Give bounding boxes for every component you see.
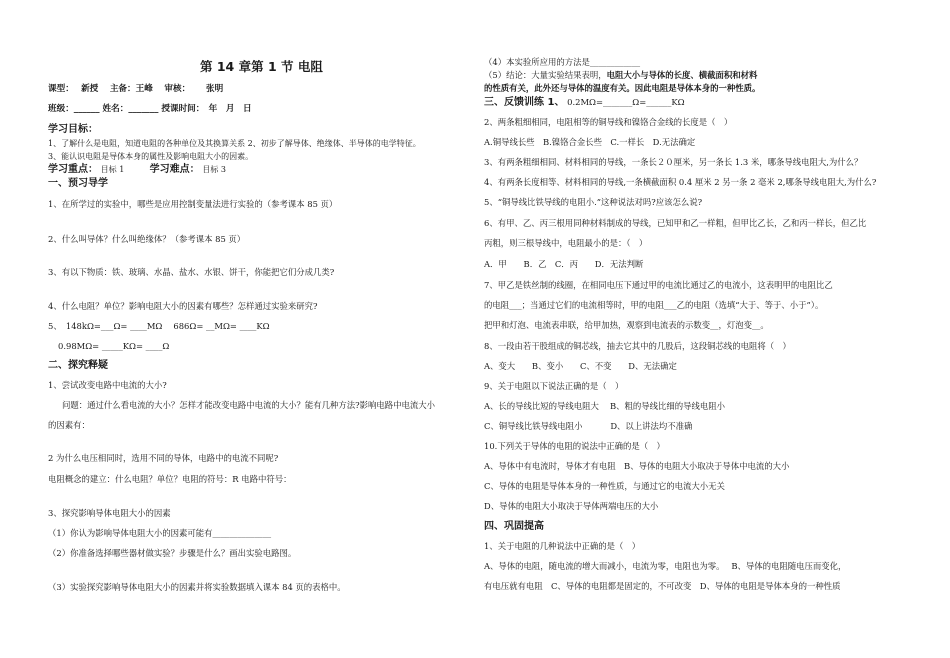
- feedback-q10-option-d: D、导体的电阻大小取决于导体两端电压的大小: [484, 501, 659, 511]
- conclusion-line-1: [484, 70, 757, 81]
- feedback-row: [484, 97, 685, 110]
- explore-p2: 2 为什么电压相同时，选用不同的导体，电路中的电流不同呢?: [48, 453, 279, 463]
- explore-p1: 1、尝试改变电路中电流的大小?: [48, 380, 167, 390]
- feedback-q6b: 丙粗，则三根导线中，电阻最小的是：（ ）: [484, 238, 648, 248]
- feedback-q3: 3、有两条粗细相同、材料相同的导线，一条长２０厘米，另一条长 1.3 米，哪条导线电阻大,为什么？: [484, 157, 863, 167]
- feedback-q9-options-cd: C、铜导线比铁导线电阻小 D、以上讲法均不准确: [484, 421, 693, 431]
- preview-q4: 4、什么电阻？单位？影响电阻大小的因素有哪些？怎样通过实验来研究?: [48, 301, 318, 311]
- preview-q2: 2、什么叫导体？什么叫绝缘体？（参考课本 85 页）: [48, 234, 246, 244]
- feedback-q8-options: A、变大 B、变小 C、不变 D、无法确定: [484, 361, 677, 371]
- feedback-q4: 4、有两条长度相等、材料相同的导线,一条横截面积 0.4 厘米 2 另一条 2 毫米 2,哪条导线电阻大,为什么?: [484, 177, 877, 187]
- student-info: 班级：______ 姓名：_______ 授课时间： 年 月 日: [48, 104, 252, 114]
- feedback-q2: 2、两条粗细相同，电阻相等的铜导线和镍铬合金线的长度是（ ）: [484, 117, 733, 127]
- feedback-q2-options: A.铜导线长些 B.镍铬合金长些 C.一样长 D.无法确定: [484, 137, 696, 147]
- goal-line-1: 1、了解什么是电阻，知道电阻的各种单位及其换算关系 2、初步了解导体、绝缘体、半导体的电学特征。: [48, 139, 421, 148]
- consolidate-q1-line-1: A、导体的电阻，随电流的增大而减小，电流为零，电阻也为零。 B、导体的电阻随电压而变化，: [484, 561, 847, 571]
- key-text: 目标 1: [100, 165, 125, 174]
- explore-p1b: 的因素有：: [48, 420, 90, 430]
- feedback-q7a: 7、甲乙是铁丝制的线圈，在相同电压下通过甲的电流比通过乙的电流小，这表明甲的电阻比乙: [484, 280, 833, 290]
- conclusion-intro: （5）结论：大量实验结果表明，: [484, 70, 607, 80]
- feedback-q10: 10.下列关于导体的电阻的说法中正确的是（ ）: [484, 441, 665, 451]
- explore-p2a: 电阻概念的建立：什么电阻？单位？电阻的符号：R 电路中符号：: [48, 474, 292, 484]
- feedback-q7b: 的电阻___；当通过它们的电流相等时，甲的电阻___乙的电阻（选填“大于、等于、小于”）。: [484, 300, 824, 310]
- feedback-q10-options-ab: A、导体中有电流时，导体才有电阻 B、导体的电阻大小取决于导体中电流的大小: [484, 461, 790, 471]
- feedback-q9-options-ab: A、长的导线比短的导线电阻大 B、粗的导线比细的导线电阻小: [484, 401, 725, 411]
- feedback-q5: 5、“铜导线比铁导线的电阻小.”这种说法对吗?应该怎么说?: [484, 197, 703, 207]
- conclusion-line-2: 的性质有关，此外还与导体的温度有关。因此电阻是导体本身的一种性质。: [484, 83, 761, 93]
- feedback-q6a: 6、有甲、乙、丙三根用同种材料制成的导线，已知甲和乙一样粗，但甲比乙长，乙和丙一样长，但乙比: [484, 218, 867, 228]
- feedback-q8: 8、一段由若干股组成的铜芯线，抽去它其中的几股后，这段铜芯线的电阻将（ ）: [484, 341, 791, 351]
- consolidate-q1: 1、关于电阻的几种说法中正确的是（ ）: [484, 541, 641, 551]
- explore-heading: 二、探究释疑: [48, 360, 108, 371]
- explore-p3a: （1）你认为影响导体电阻大小的因素可能有______________: [48, 528, 272, 538]
- explore-p3c: （3）实验探究影响导体电阻大小的因素并将实验数据填入课本 84 页的表格中。: [48, 582, 346, 592]
- key-points: [48, 164, 226, 177]
- feedback-heading: 三、反馈训练 1、: [484, 97, 565, 108]
- explore-p1a: 问题：通过什么看电流的大小？怎样才能改变电路中电流的大小？能有几种方法?影响电路中电流大小: [62, 400, 435, 410]
- feedback-q6-options: A．甲 B．乙 C．丙 D．无法判断: [484, 259, 644, 269]
- difficulty-text: 目标 3: [202, 165, 226, 174]
- feedback-q9: 9、关于电阻以下说法正确的是（ ）: [484, 381, 624, 391]
- page-title: 第 14 章第 1 节 电阻: [200, 59, 323, 74]
- explore-p3: 3、探究影响导体电阻大小的因素: [48, 508, 171, 518]
- method-question: （4）本实验所应用的方法是____________: [484, 57, 641, 67]
- preview-q5b: 0.98MΩ= _____KΩ= ____Ω: [58, 341, 170, 351]
- preview-heading: 一、预习导学: [48, 178, 108, 189]
- conclusion-bold: 电阻大小与导体的长度、横截面积和材料: [606, 70, 758, 80]
- feedback-q7c: 把甲和灯泡、电流表串联，给甲加热，观察到电流表的示数变__，灯泡变__。: [484, 320, 769, 330]
- goal-line-2: 3、能认识电阻是导体本身的属性及影响电阻大小的因素。: [48, 152, 254, 161]
- preview-q5a: 5、 148kΩ=___Ω= ____MΩ 686Ω= __MΩ= ____KΩ: [48, 321, 270, 331]
- difficulty-label: 学习难点：: [149, 164, 200, 175]
- preview-q3: 3、有以下物质：铁、玻璃、水晶、盐水、水银、饼干，你能把它们分成几类?: [48, 267, 335, 277]
- feedback-q1: 0.2MΩ=_______Ω=______KΩ: [567, 97, 685, 107]
- explore-p3b: （2）你准备选择哪些器材做实验？步骤是什么？画出实验电路图。: [48, 548, 297, 558]
- preview-q1: 1、在所学过的实验中，哪些是应用控制变量法进行实验的（参考课本 85 页）: [48, 199, 338, 209]
- feedback-q10-option-c: C、导体的电阻是导体本身的一种性质，与通过它的电流大小无关: [484, 481, 725, 491]
- consolidate-heading: 四、巩固提高: [484, 521, 544, 532]
- key-label: 学习重点：: [48, 164, 98, 175]
- consolidate-q1-line-2: 有电压就有电阻 C、导体的电阻都是固定的，不可改变 D、导体的电阻是导体本身的一种性质: [484, 581, 841, 591]
- course-info: 课型： 新授 主备：王峰 审核： 张明: [48, 84, 224, 94]
- goals-heading: 学习目标：: [48, 124, 98, 135]
